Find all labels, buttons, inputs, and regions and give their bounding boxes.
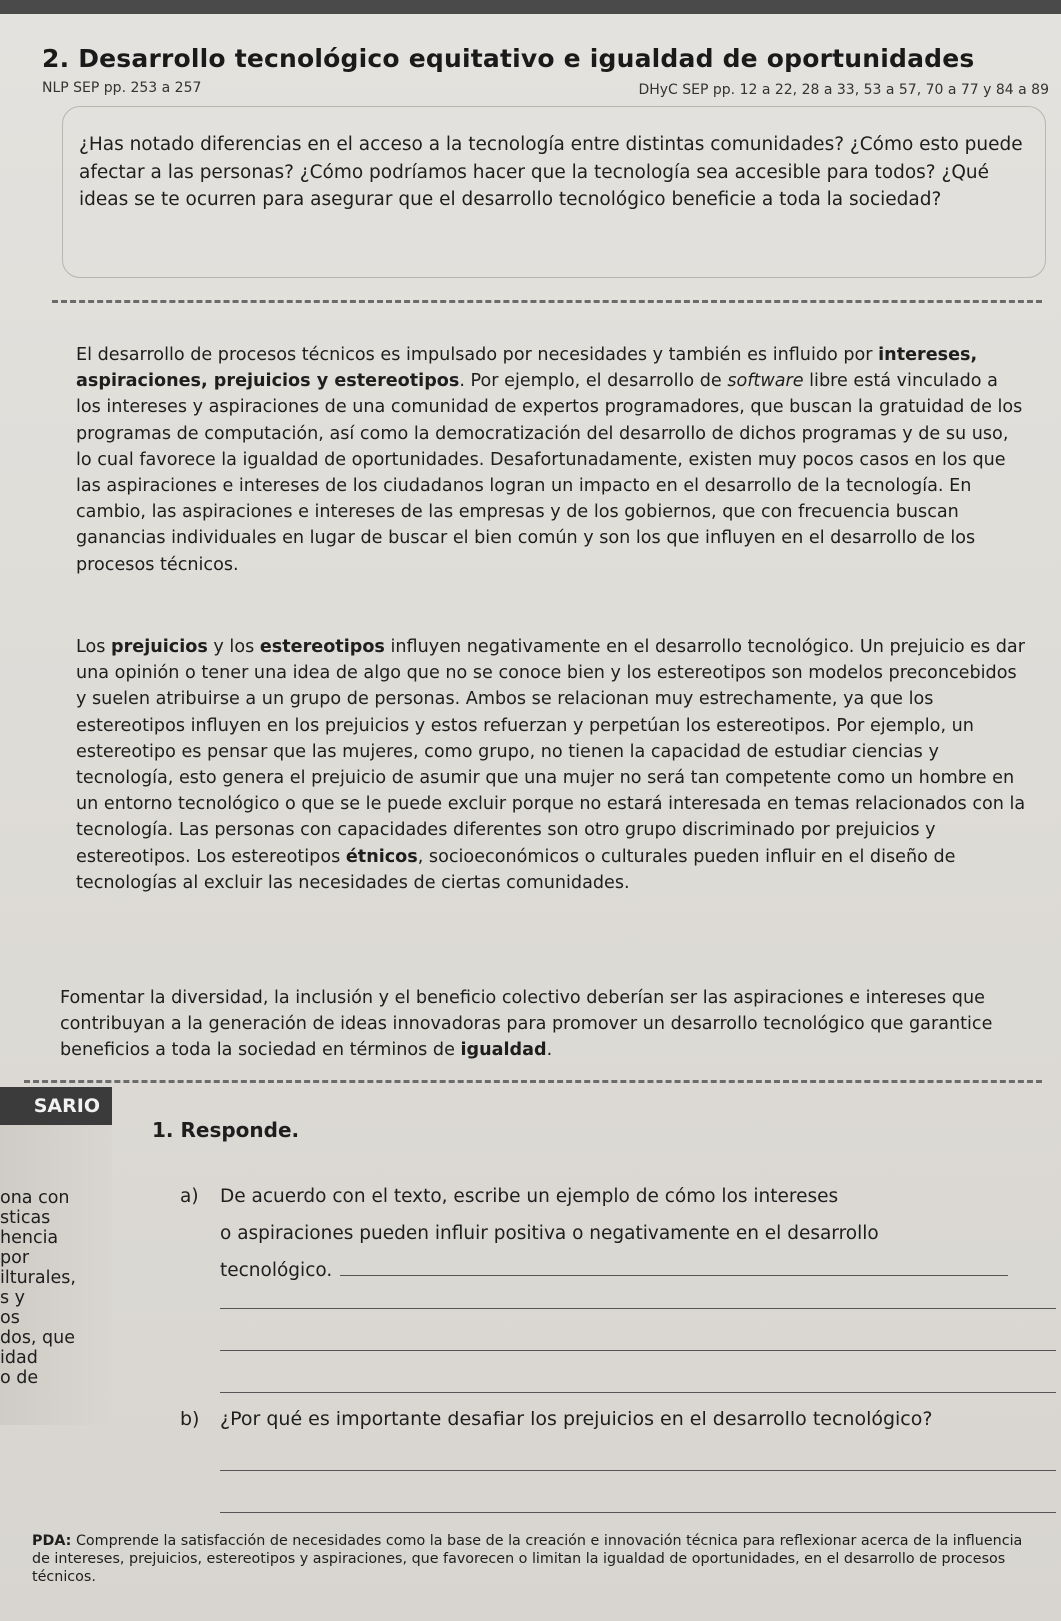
question-a-line-2: o aspiraciones pueden influir positiva o negativamente en el desarrollo — [220, 1223, 879, 1244]
answer-line-b-2[interactable] — [220, 1512, 1056, 1513]
body-paragraph-2: Los prejuicios y los estereotipos influyen negativamente en el desarrollo tecnológico. Un prejuicio es dar una opinión o tener una idea de algo que no se conoce bien y los estereotipos son modelos preconcebidos y suelen atribuirse a un grupo de personas. Ambos se relacionan muy estrechamente, ya que los estereotipos influyen en los prejuicios y estos refuerzan y perpetúan los estereotipos. Por ejemplo, un estereotipo es pensar que las mujeres, como grupo, no tienen la capacidad de estudiar ciencias y tecnología, esto genera el prejuicio de asumir que una mujer no será tan competente como un hombre en un entorno tecnológico o que se le puede excluir porque no estará interesada en temas relacionados con la tecnología. Las personas con capacidades diferentes son otro grupo discriminado por prejuicios y estereotipos. Los estereotipos étnicos, socioeconómicos o culturales pueden influir en el diseño de tecnologías al excluir las necesidades de ciertas comunidades. — [76, 637, 1026, 893]
glossary-line: dos, que — [0, 1328, 76, 1348]
glossary-line: o de — [0, 1368, 39, 1388]
dashed-divider-top — [52, 300, 1042, 303]
glossary-line: por — [0, 1248, 30, 1268]
intro-question-text: ¿Has notado diferencias en el acceso a la tecnología entre distintas comunidades? ¿Cómo esto puede afectar a las personas? ¿Cómo podríamos hacer que la tecnología sea accesible para todos? ¿Qué ideas se te ocurren para asegurar que el desarrollo tecnológico beneficie a toda la sociedad? — [79, 134, 1023, 210]
question-b-text: ¿Por qué es importante desafiar los prejuicios en el desarrollo tecnológico? — [220, 1408, 933, 1430]
glossary-line: s y — [0, 1288, 26, 1308]
glossary-line: ona con — [0, 1188, 70, 1208]
body-paragraph-3: Fomentar la diversidad, la inclusión y el beneficio colectivo deberían ser las aspiraciones e intereses que contribuyan a la generación de ideas innovadoras para promover un desarrollo tecnológico que garantice beneficios a toda la sociedad en términos de igualdad. — [60, 988, 993, 1061]
reference-left: NLP SEP pp. 253 a 257 — [42, 80, 202, 96]
reference-right: DHyC SEP pp. 12 a 22, 28 a 33, 53 a 57, 70 a 77 y 84 a 89 — [638, 82, 1049, 98]
glossary-line: idad — [0, 1348, 38, 1368]
answer-line-a-4[interactable] — [220, 1392, 1056, 1393]
question-a-letter: a) — [180, 1186, 199, 1207]
pda-label: PDA: — [32, 1533, 72, 1549]
question-a-line-1: De acuerdo con el texto, escribe un ejemplo de cómo los intereses — [220, 1186, 839, 1207]
answer-line-a-1[interactable] — [340, 1255, 1008, 1276]
question-a — [180, 1178, 1040, 1289]
glossary-line: ilturales, — [0, 1268, 76, 1288]
answer-line-a-3[interactable] — [220, 1350, 1056, 1351]
glossary-text — [0, 1188, 76, 1388]
answer-line-b-1[interactable] — [220, 1470, 1056, 1471]
glossary-label: SARIO — [0, 1087, 112, 1125]
activity-title: 1. Responde. — [152, 1118, 300, 1142]
question-b — [180, 1408, 1060, 1430]
top-edge-shadow — [0, 0, 1061, 14]
glossary-line: sticas — [0, 1208, 51, 1228]
answer-line-a-2[interactable] — [220, 1308, 1056, 1309]
pda-footer: PDA: Comprende la satisfacción de necesidades como la base de la creación e innovación técnica para reflexionar acerca de la influencia de intereses, prejuicios, estereotipos y aspiraciones, que favorecen o limitan la igualdad de oportunidades, en el desarrollo de procesos técnicos. — [32, 1533, 1023, 1585]
question-b-letter: b) — [180, 1408, 200, 1430]
section-title: 2. Desarrollo tecnológico equitativo e igualdad de oportunidades — [42, 44, 975, 73]
question-a-line-3: tecnológico. — [220, 1260, 333, 1281]
dashed-divider-bottom — [24, 1080, 1042, 1083]
glossary-line: os — [0, 1308, 20, 1328]
glossary-line: hencia — [0, 1228, 59, 1248]
body-paragraph-1: El desarrollo de procesos técnicos es impulsado por necesidades y también es influido por intereses, aspiraciones, prejuicios y estereotipos. Por ejemplo, el desarrollo de software libre está vinculado a los intereses y aspiraciones de una comunidad de expertos programadores, que buscan la gratuidad de los programas de computación, así como la democratización del desarrollo de dichos programas y de su uso, lo cual favorece la igualdad de oportunidades. Desafortunadamente, existen muy pocos casos en los que las aspiraciones e intereses de los ciudadanos logran un impacto en el desarrollo de la tecnología. En cambio, las aspiraciones e intereses de las empresas y de los gobiernos, que con frecuencia buscan ganancias individuales en lugar de buscar el bien común y son los que influyen en el desarrollo de los procesos técnicos. — [76, 345, 1023, 575]
